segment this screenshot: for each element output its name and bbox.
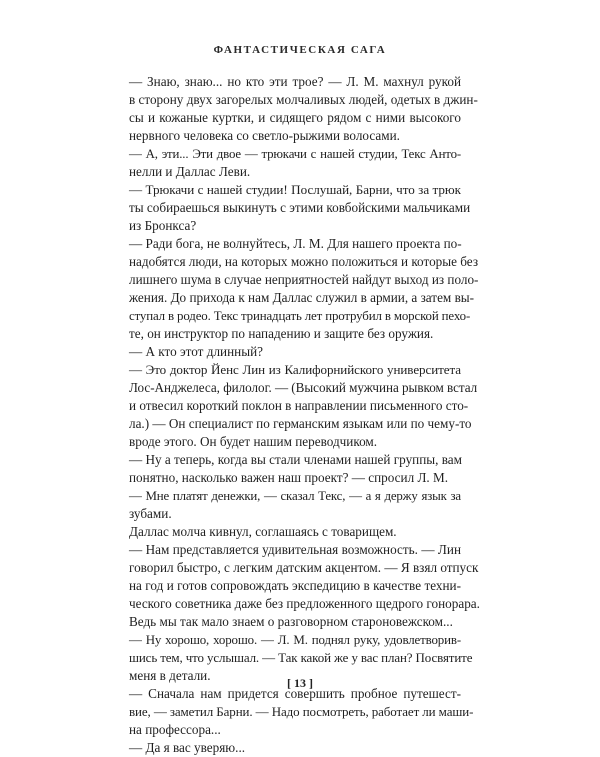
text-line: — Сначала нам придется совершить пробное путешест- xyxy=(129,686,461,701)
text-line: нелли и Даллас Леви. xyxy=(129,164,251,179)
text-line: — Знаю, знаю... но кто эти трое? — Л. М. махнул рукой xyxy=(129,74,461,89)
text-line: те, он инструктор по нападению и защите без оружия. xyxy=(129,326,434,341)
text-line: Даллас молча кивнул, соглашаясь с товарищем. xyxy=(129,524,397,539)
text-line: — Это доктор Йенс Лин из Калифорнийского университета xyxy=(129,362,461,377)
text-line: в сторону двух загорелых молчаливых людей, одетых в джин- xyxy=(129,92,478,107)
paragraph xyxy=(111,73,478,145)
text-line: — А кто этот длинный? xyxy=(129,344,263,359)
text-line: вие, — заметил Барни. — Надо посмотреть, работает ли маши- xyxy=(129,704,474,719)
running-head: ФАНТАСТИЧЕСКАЯ САГА xyxy=(213,44,387,56)
text-line: зубами. xyxy=(129,506,172,521)
text-line: Лос-Анджелеса, филолог. — (Высокий мужчина рывком встал xyxy=(129,380,478,395)
text-line: ты собираешься выкинуть с этими ковбойскими мальчиками xyxy=(129,200,471,215)
paragraph xyxy=(111,523,461,541)
text-line: нервного человека со светло-рыжими волосами. xyxy=(129,128,400,143)
text-line: ла.) — Он специалист по германским языкам или по чему-то xyxy=(129,416,472,431)
paragraph xyxy=(111,541,480,631)
paragraph xyxy=(111,145,461,181)
text-line: говорил быстро, с легким датским акцентом. — Я взял отпуск xyxy=(129,560,479,575)
text-line: — Ну хорошо, хорошо. — Л. М. поднял руку, удовлетворив- xyxy=(129,632,461,647)
text-line: вроде этого. Он будет нашим переводчиком. xyxy=(129,434,378,449)
paragraph xyxy=(111,739,461,757)
text-line: надобятся люди, на которых можно положиться и которые без xyxy=(129,254,479,269)
text-line: — Да я вас уверяю... xyxy=(129,740,246,755)
text-line: — Ради бога, не волнуйтесь, Л. М. Для нашего проекта по- xyxy=(129,236,462,251)
paragraph xyxy=(111,235,479,343)
text-line: — Трюкачи с нашей студии! Послушай, Барни, что за трюк xyxy=(129,182,461,197)
paragraph xyxy=(111,487,461,523)
text-line: и отвесил короткий поклон в направлении письменного сто- xyxy=(129,398,469,413)
text-line: понятно, насколько важен наш проект? — спросил Л. М. xyxy=(129,470,449,485)
text-line: сы и кожаные куртки, и сидящего рядом с ними высокого xyxy=(129,110,461,125)
text-line: Ведь мы так мало знаем о разговорном староновежском... xyxy=(129,614,453,629)
text-line: — А, эти... Эти двое — трюкачи с нашей студии, Текс Анто- xyxy=(129,147,461,161)
text-line: — Ну а теперь, когда вы стали членами нашей группы, вам xyxy=(129,452,462,467)
paragraph xyxy=(111,361,478,451)
text-line: — Нам представляется удивительная возможность. — Лин xyxy=(129,542,461,557)
text-line: ческого советника даже без предложенного щедрого гонорара. xyxy=(129,596,480,611)
text-line: ступал в родео. Текс тринадцать лет протрубил в морской пехо- xyxy=(129,308,471,323)
page-number: [ 13 ] xyxy=(287,676,313,690)
text-line: лишнего шума в случае неприятностей найдут выход из поло- xyxy=(129,272,479,287)
text-line: на год и готов сопровождать экспедицию в качестве техни- xyxy=(129,578,461,593)
paragraph xyxy=(111,451,461,487)
text-line: из Бронкса? xyxy=(129,218,197,233)
paragraph xyxy=(111,685,474,739)
text-line: на профессора... xyxy=(129,722,221,737)
text-line: меня в детали. xyxy=(129,668,211,683)
text-line: жения. До прихода к нам Даллас служил в армии, а затем вы- xyxy=(129,290,475,305)
paragraph xyxy=(111,181,471,235)
text-line: — Мне платят денежки, — сказал Текс, — а я держу язык за xyxy=(129,489,461,503)
paragraph xyxy=(111,343,461,361)
text-line: шись тем, что услышал. — Так какой же у вас план? Посвятите xyxy=(129,650,473,665)
body-text xyxy=(111,73,480,757)
